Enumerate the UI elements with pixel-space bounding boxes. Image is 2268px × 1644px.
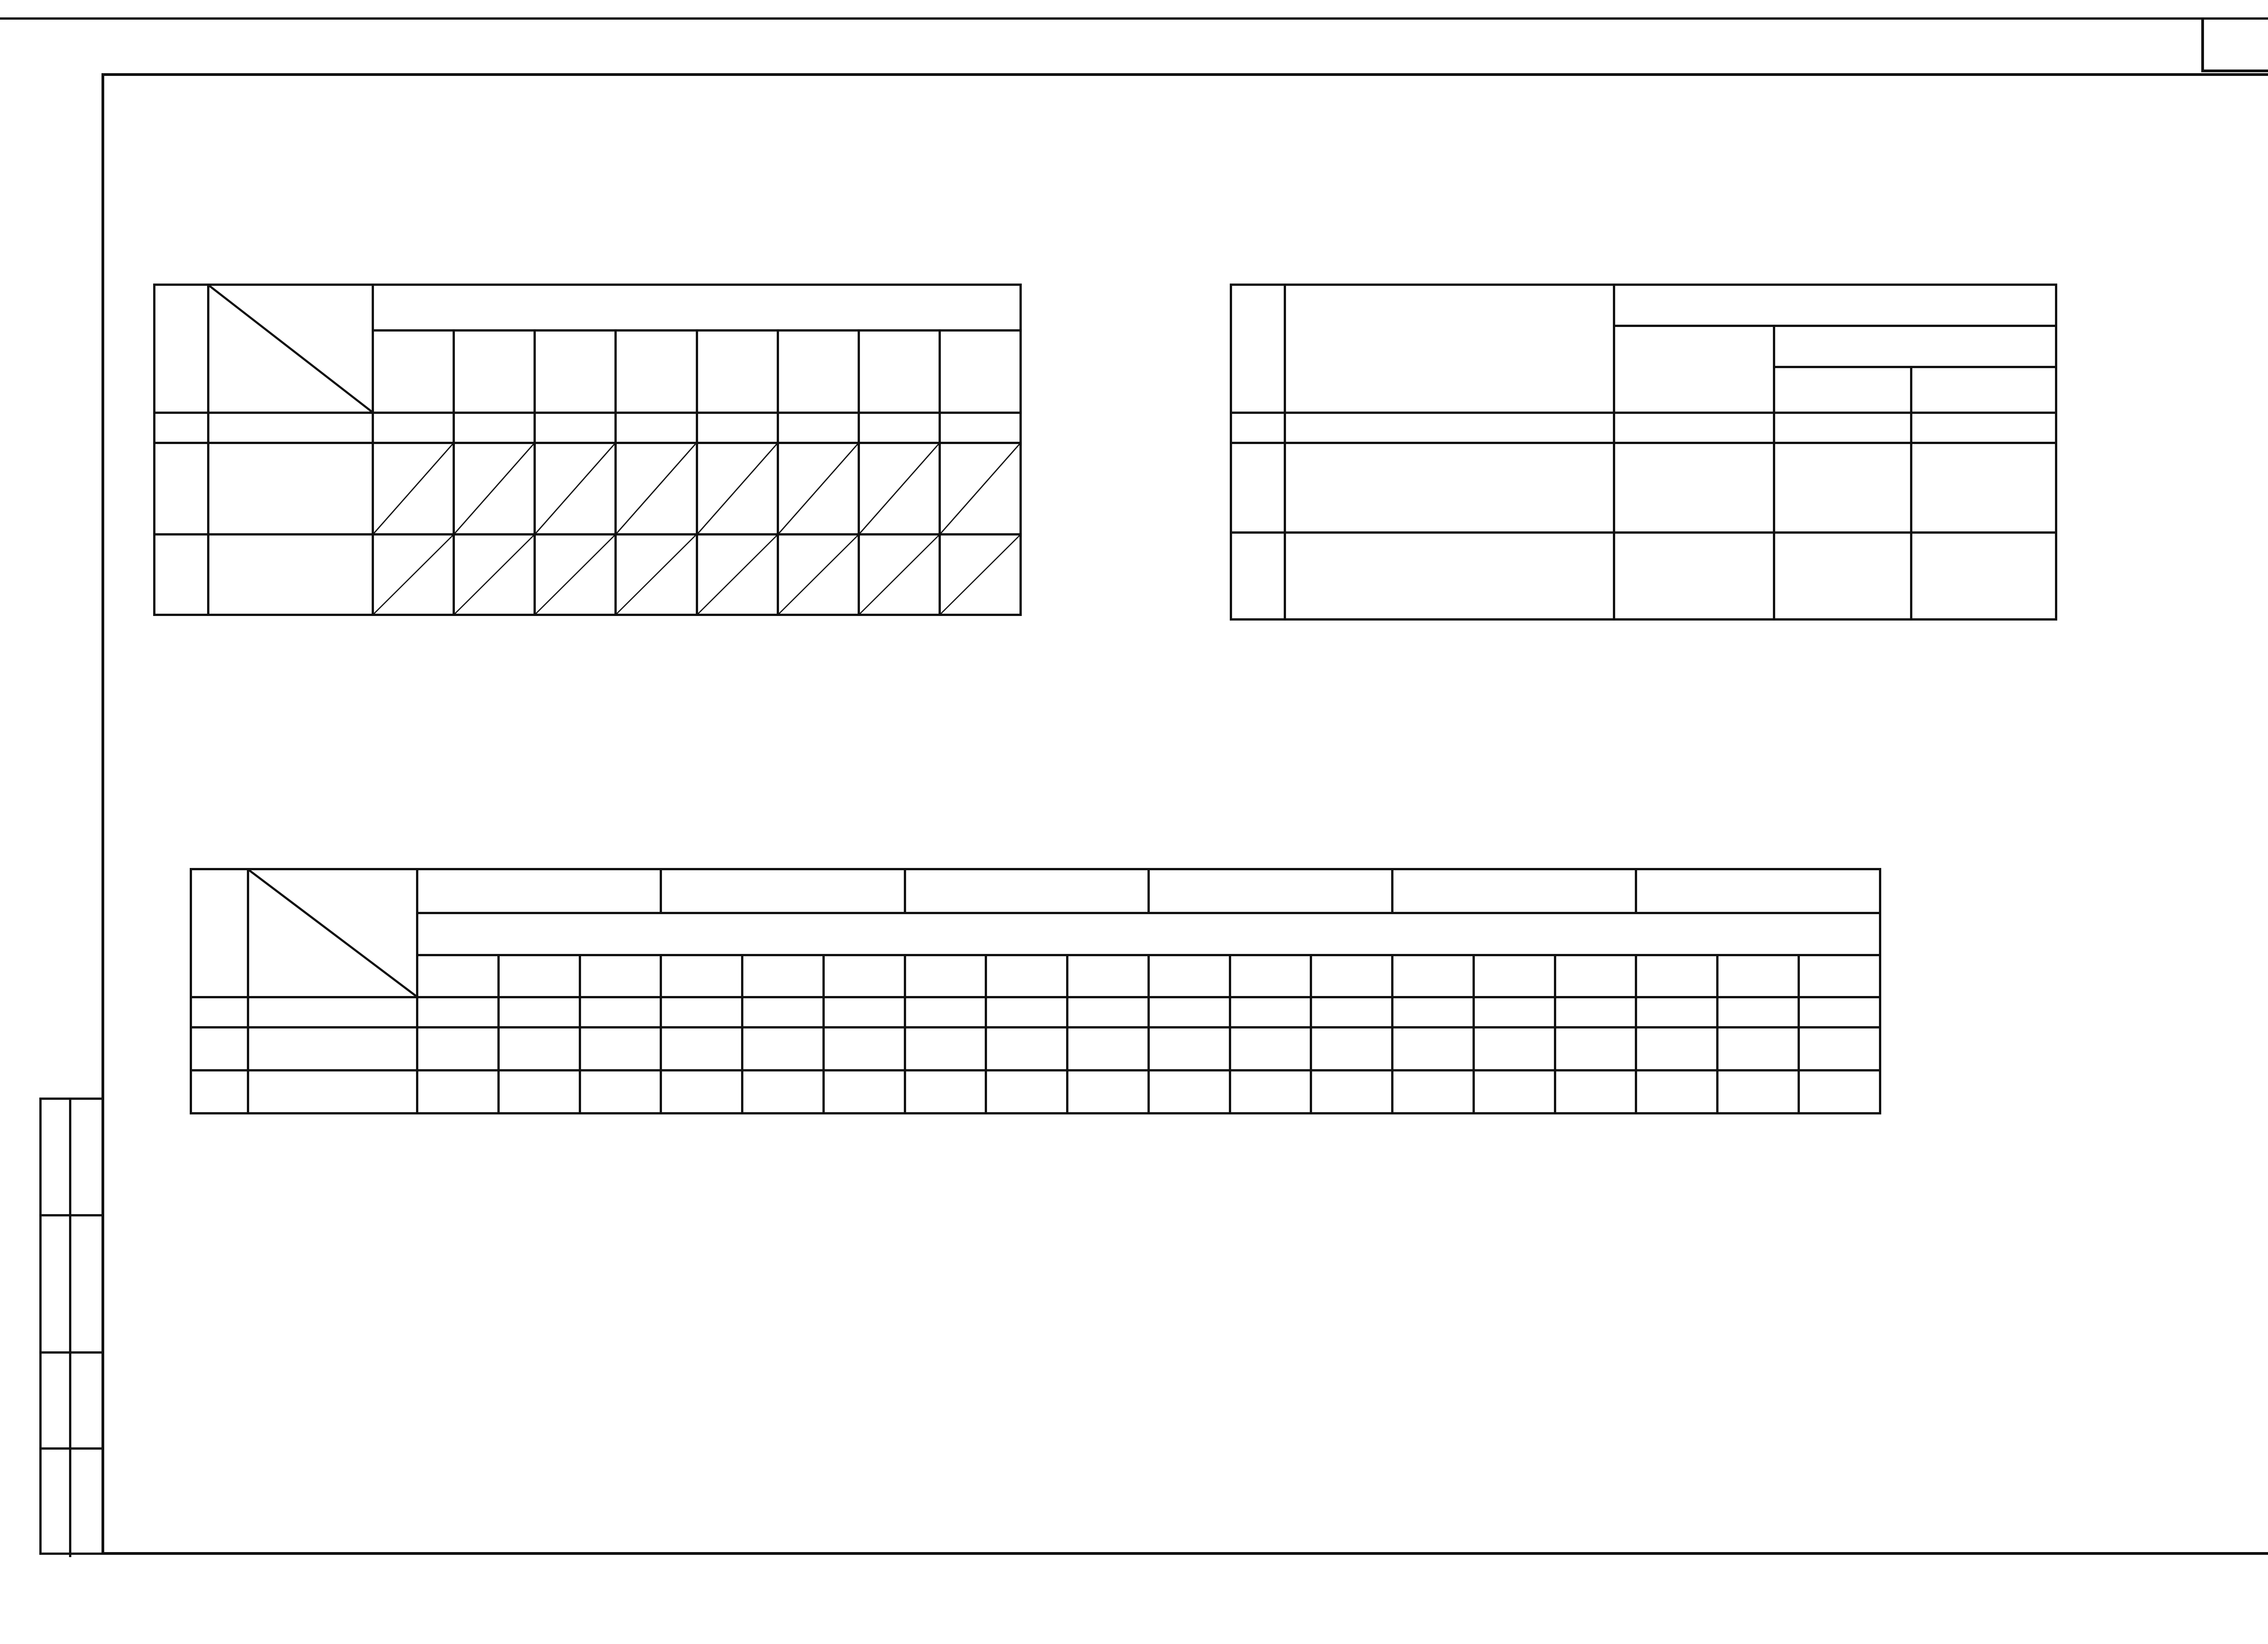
t6-cell bbox=[1148, 1028, 1230, 1071]
t6-cell bbox=[661, 1028, 742, 1071]
t6-colnum bbox=[905, 997, 986, 1028]
t6-h-seis bbox=[417, 913, 1880, 955]
t7-row-s78 bbox=[1774, 533, 1911, 620]
t6-cell bbox=[1718, 1071, 1799, 1114]
t7-row-type bbox=[1285, 443, 1614, 533]
t6-h-ball bbox=[986, 955, 1067, 997]
t6-colnum bbox=[823, 997, 905, 1028]
t6-cell bbox=[1636, 1071, 1718, 1114]
t5-row-no bbox=[155, 443, 208, 535]
t5-h-height bbox=[778, 331, 859, 413]
t6-h-ball bbox=[1636, 955, 1718, 997]
t6-cell bbox=[1473, 1028, 1555, 1071]
t6-h-group bbox=[661, 869, 905, 913]
t5-colnum bbox=[697, 413, 778, 443]
t6-cell bbox=[823, 1028, 905, 1071]
t5-h-diag bbox=[208, 285, 373, 413]
t7-row-conn bbox=[1614, 443, 1774, 533]
t6-h-group bbox=[1636, 869, 1880, 913]
t6-row-d bbox=[248, 1071, 417, 1114]
t7-h-type bbox=[1285, 285, 1614, 413]
table-row bbox=[191, 1028, 1880, 1071]
t6-colnum bbox=[1311, 997, 1393, 1028]
t7-colnum bbox=[1231, 413, 1285, 443]
t6-cell bbox=[1311, 1028, 1393, 1071]
t5-frac-cell bbox=[859, 443, 939, 535]
t7-h-no bbox=[1231, 285, 1285, 413]
t6-colnum bbox=[580, 997, 661, 1028]
t7-row-no bbox=[1231, 533, 1285, 620]
t5-frac-cell bbox=[454, 443, 535, 535]
t7-row-s9 bbox=[1911, 533, 2056, 620]
t6-cell bbox=[986, 1028, 1067, 1071]
t5-colnum bbox=[778, 413, 859, 443]
t7-row-s9 bbox=[1911, 443, 2056, 533]
t5-frac-cell bbox=[373, 535, 454, 615]
t7-colnum bbox=[1774, 413, 1911, 443]
t6-cell bbox=[905, 1028, 986, 1071]
t6-cell bbox=[742, 1028, 824, 1071]
t6-row-no bbox=[191, 1071, 248, 1114]
t6-colnum bbox=[661, 997, 742, 1028]
t5-frac-cell bbox=[373, 443, 454, 535]
t7-colnum bbox=[1911, 413, 2056, 443]
t5-colnum bbox=[616, 413, 697, 443]
t5-h-height bbox=[373, 331, 454, 413]
t7-row-conn bbox=[1614, 533, 1774, 620]
t6-cell bbox=[1636, 1028, 1718, 1071]
approval-stamp-strip bbox=[39, 1098, 101, 1555]
t5-row-d bbox=[208, 443, 373, 535]
t6-cell bbox=[1799, 1071, 1880, 1114]
t7-row-s78 bbox=[1774, 443, 1911, 533]
t5-colnum bbox=[535, 413, 616, 443]
top-border-line bbox=[0, 17, 2268, 20]
t5-frac-cell bbox=[535, 443, 616, 535]
t6-h-ball bbox=[1799, 955, 1880, 997]
t6-h-group bbox=[1148, 869, 1392, 913]
t6-cell bbox=[580, 1071, 661, 1114]
t6-row-d bbox=[248, 1028, 417, 1071]
table5 bbox=[153, 284, 1022, 616]
t6-cell bbox=[1230, 1028, 1311, 1071]
table6 bbox=[190, 868, 1881, 1114]
t6-colnum bbox=[1473, 997, 1555, 1028]
t6-h-ball bbox=[905, 955, 986, 997]
t5-h-height bbox=[939, 331, 1020, 413]
t6-h-group bbox=[417, 869, 661, 913]
t6-h-group bbox=[905, 869, 1148, 913]
table7 bbox=[1230, 284, 2057, 621]
t5-h-group bbox=[373, 285, 1021, 331]
t7-colnum bbox=[1614, 413, 1774, 443]
t6-cell bbox=[661, 1071, 742, 1114]
t6-cell bbox=[1799, 1028, 1880, 1071]
t6-colnum bbox=[191, 997, 248, 1028]
t6-row-no bbox=[191, 1028, 248, 1071]
table-row bbox=[155, 443, 1021, 535]
t6-cell bbox=[1555, 1071, 1636, 1114]
t6-cell bbox=[1311, 1071, 1393, 1114]
t6-h-ball bbox=[580, 955, 661, 997]
t5-frac-cell bbox=[616, 443, 697, 535]
t6-colnum bbox=[742, 997, 824, 1028]
t6-h-ball bbox=[1311, 955, 1393, 997]
t6-colnum bbox=[986, 997, 1067, 1028]
t6-colnum bbox=[1718, 997, 1799, 1028]
t6-cell bbox=[1067, 1028, 1149, 1071]
t6-cell bbox=[1230, 1071, 1311, 1114]
t6-colnum bbox=[1230, 997, 1311, 1028]
t7-h-conn bbox=[1614, 326, 1774, 413]
t6-cell bbox=[417, 1028, 499, 1071]
t5-frac-cell bbox=[535, 535, 616, 615]
t5-row-no bbox=[155, 535, 208, 615]
t6-h-ball bbox=[1718, 955, 1799, 997]
t6-h-ball bbox=[823, 955, 905, 997]
t5-frac-cell bbox=[697, 443, 778, 535]
t6-h-group bbox=[1393, 869, 1636, 913]
t6-h-ball bbox=[661, 955, 742, 997]
t6-cell bbox=[1148, 1071, 1230, 1114]
t5-h-height bbox=[859, 331, 939, 413]
t6-h-ball bbox=[1230, 955, 1311, 997]
t5-colnum bbox=[454, 413, 535, 443]
t6-cell bbox=[1393, 1028, 1474, 1071]
t5-frac-cell bbox=[778, 535, 859, 615]
t7-colnums-row bbox=[1231, 413, 2056, 443]
table-row bbox=[1231, 533, 2056, 620]
t7-h-s9 bbox=[1911, 367, 2056, 413]
t5-frac-cell bbox=[454, 535, 535, 615]
t7-row-type bbox=[1285, 533, 1614, 620]
t6-h-no bbox=[191, 869, 248, 997]
t6-cell bbox=[417, 1071, 499, 1114]
t6-cell bbox=[498, 1028, 580, 1071]
t6-cell bbox=[823, 1071, 905, 1114]
t6-h-ball bbox=[742, 955, 824, 997]
t5-colnum bbox=[859, 413, 939, 443]
t6-h-ball bbox=[1555, 955, 1636, 997]
t6-colnum bbox=[417, 997, 499, 1028]
t5-h-height bbox=[535, 331, 616, 413]
t6-colnum bbox=[1555, 997, 1636, 1028]
t6-cell bbox=[498, 1071, 580, 1114]
t7-row-no bbox=[1231, 443, 1285, 533]
table-row bbox=[155, 535, 1021, 615]
t6-h-ball bbox=[1393, 955, 1474, 997]
t5-frac-cell bbox=[778, 443, 859, 535]
t5-colnum bbox=[939, 413, 1020, 443]
t6-h-ball bbox=[417, 955, 499, 997]
t6-h-diag bbox=[248, 869, 417, 997]
t5-frac-cell bbox=[616, 535, 697, 615]
t5-h-height bbox=[454, 331, 535, 413]
t5-colnums-row bbox=[155, 413, 1021, 443]
table-row bbox=[1231, 443, 2056, 533]
t6-cell bbox=[1473, 1071, 1555, 1114]
t6-colnum bbox=[248, 997, 417, 1028]
t5-frac-cell bbox=[697, 535, 778, 615]
t7-colnum bbox=[1285, 413, 1614, 443]
t6-colnum bbox=[1799, 997, 1880, 1028]
t6-h-ball bbox=[1067, 955, 1149, 997]
t6-cell bbox=[1555, 1028, 1636, 1071]
t5-frac-cell bbox=[939, 535, 1020, 615]
t5-colnum bbox=[373, 413, 454, 443]
t6-cell bbox=[986, 1071, 1067, 1114]
t6-cell bbox=[742, 1071, 824, 1114]
t6-colnum bbox=[1393, 997, 1474, 1028]
t6-h-ball bbox=[498, 955, 580, 997]
t6-cell bbox=[580, 1028, 661, 1071]
t6-cell bbox=[1067, 1071, 1149, 1114]
t5-h-height bbox=[697, 331, 778, 413]
t5-row-d bbox=[208, 535, 373, 615]
t6-h-ball bbox=[1473, 955, 1555, 997]
sheet-number bbox=[2201, 17, 2268, 72]
t7-h-s78 bbox=[1774, 367, 1911, 413]
t5-frac-cell bbox=[939, 443, 1020, 535]
t6-colnum bbox=[1148, 997, 1230, 1028]
t6-colnum bbox=[1636, 997, 1718, 1028]
t6-colnum bbox=[498, 997, 580, 1028]
t5-colnum bbox=[208, 413, 373, 443]
t7-h-arm bbox=[1774, 326, 2056, 367]
t5-colnum bbox=[155, 413, 208, 443]
t6-colnum bbox=[1067, 997, 1149, 1028]
t5-h-no bbox=[155, 285, 208, 413]
t5-h-height bbox=[616, 331, 697, 413]
t5-frac-cell bbox=[859, 535, 939, 615]
t6-cell bbox=[1393, 1071, 1474, 1114]
t6-colnums-row bbox=[191, 997, 1880, 1028]
t7-h-group bbox=[1614, 285, 2056, 326]
t6-h-ball bbox=[1148, 955, 1230, 997]
table-row bbox=[191, 1071, 1880, 1114]
t6-cell bbox=[1718, 1028, 1799, 1071]
t6-cell bbox=[905, 1071, 986, 1114]
